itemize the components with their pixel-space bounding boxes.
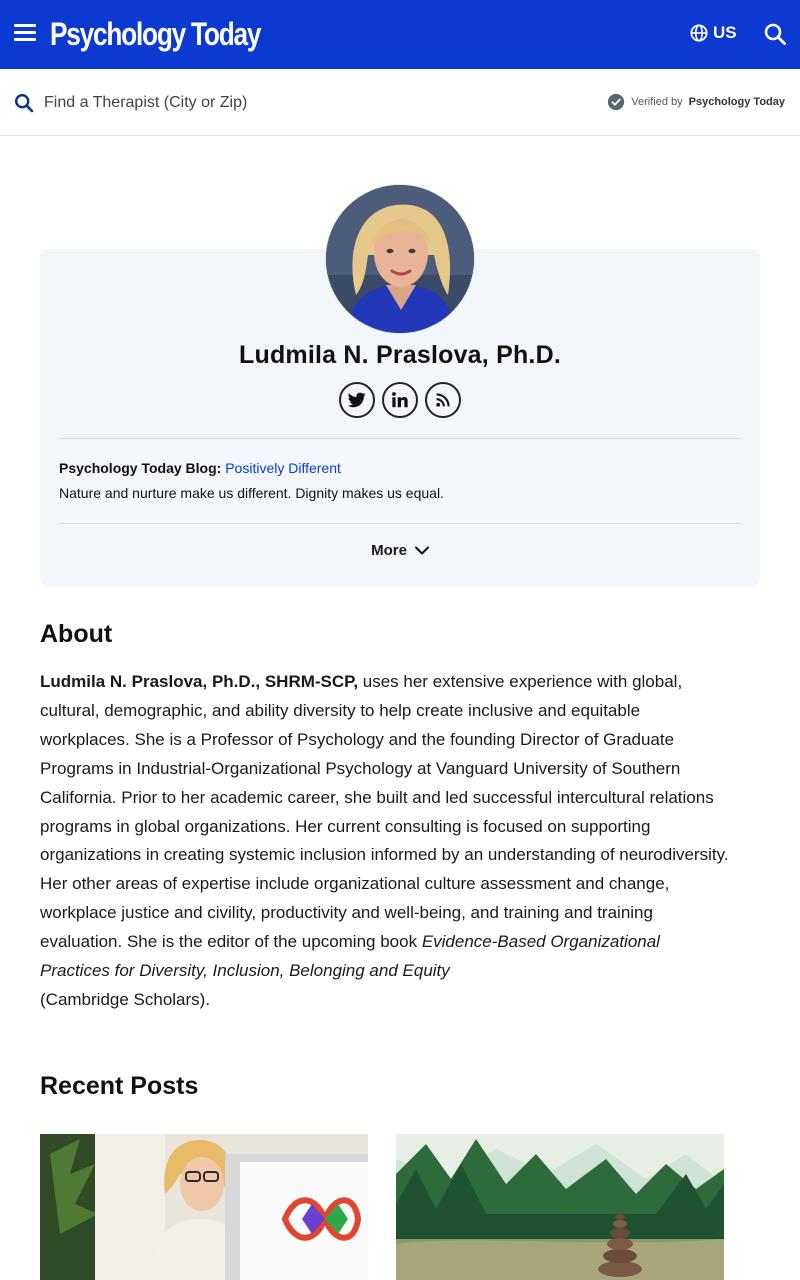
twitter-button[interactable] — [339, 382, 375, 418]
author-name: Ludmila N. Praslova, Ph.D. — [239, 341, 561, 369]
verified-check-icon — [607, 93, 625, 111]
verified-badge-label — [607, 93, 785, 111]
recent-posts-heading: Recent Posts — [40, 1072, 199, 1100]
twitter-icon — [348, 392, 366, 408]
site-logo[interactable]: Psychology Today — [50, 16, 261, 52]
author-avatar — [325, 184, 475, 334]
about-heading: About — [40, 620, 113, 648]
book-title: Evidence-Based Organizational Practices for Diversity, Inclusion, Belonging and Equity — [40, 932, 660, 981]
linkedin-icon — [391, 391, 409, 409]
region-selector[interactable] — [690, 20, 737, 46]
find-therapist-bar — [0, 69, 800, 136]
menu-icon[interactable] — [14, 22, 38, 42]
divider — [59, 438, 741, 439]
search-icon[interactable] — [14, 93, 34, 113]
blog-line — [59, 460, 341, 476]
more-button[interactable] — [371, 542, 429, 559]
blog-label: Psychology Today Blog: — [59, 460, 222, 476]
verified-prefix: Verified by — [631, 96, 683, 108]
rss-icon — [435, 392, 451, 408]
bio-body: uses her extensive experience with global, cultural, demographic, and ability diversity to help create inclusive and equitable workplaces. She is a Professor of Psychology and the founding Director of Graduate Programs in Industrial-Organizational Psychology at Vanguard University of Southern California. Prior to her academic career, she built and led successful intercultural relations programs in global organizations. Her current consulting is focused on supporting organizations in creating systemic inclusion informed by an understanding of neurodiversity. Her other areas of expertise include organizational culture assessment and change, workplace justice and civility, productivity and well-being, and training and training evaluation. She is the editor of the upcoming book — [40, 672, 729, 952]
about-bio — [40, 668, 730, 1015]
search-icon[interactable] — [763, 22, 787, 46]
social-links — [339, 382, 461, 418]
globe-icon — [690, 24, 708, 42]
more-label: More — [371, 542, 407, 559]
rss-button[interactable] — [425, 382, 461, 418]
blog-tagline: Nature and nurture make us different. Dignity makes us equal. — [59, 485, 444, 501]
blog-link[interactable]: Positively Different — [225, 460, 341, 476]
verified-brand: Psychology Today — [688, 96, 785, 108]
linkedin-button[interactable] — [382, 382, 418, 418]
bio-lead: Ludmila N. Praslova, Ph.D., SHRM-SCP, — [40, 672, 359, 691]
site-header — [0, 0, 800, 69]
therapist-search-input[interactable] — [44, 89, 344, 117]
post-thumbnail[interactable] — [40, 1134, 368, 1280]
more-toggle — [0, 542, 800, 559]
region-label: US — [713, 23, 737, 42]
divider — [59, 523, 741, 524]
post-thumbnail[interactable] — [396, 1134, 724, 1280]
chevron-down-icon — [415, 546, 429, 555]
publisher: (Cambridge Scholars). — [40, 989, 211, 1009]
